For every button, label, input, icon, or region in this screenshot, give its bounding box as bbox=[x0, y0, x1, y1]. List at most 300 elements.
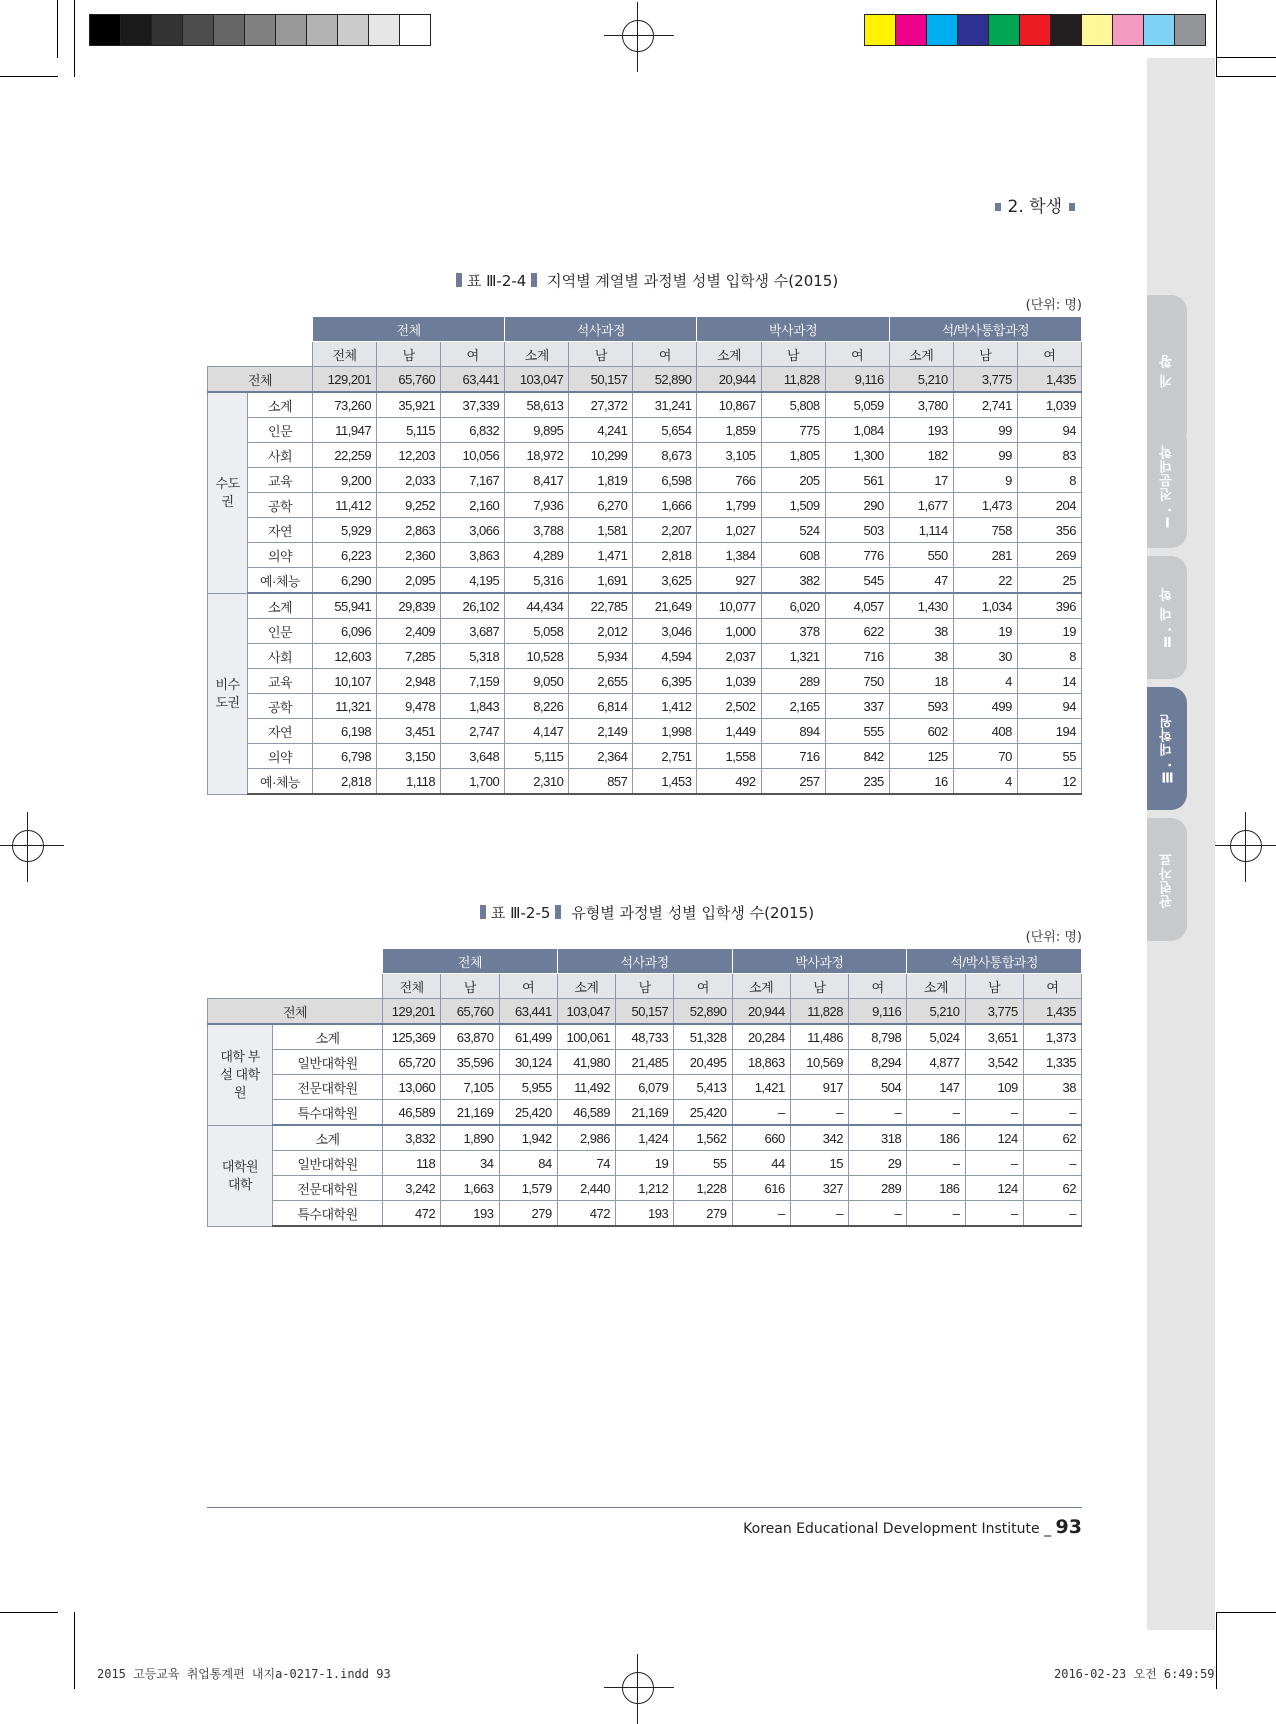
row-label: 의약 bbox=[248, 543, 313, 568]
cell: 3,775 bbox=[953, 367, 1017, 393]
tab-related-data[interactable] bbox=[1147, 818, 1187, 941]
cell: 1,691 bbox=[569, 568, 633, 594]
cell: 19 bbox=[953, 619, 1017, 644]
column-header: 여 bbox=[633, 342, 697, 367]
cell: 55 bbox=[1017, 744, 1081, 769]
cell: 3,775 bbox=[965, 999, 1023, 1025]
cell: 269 bbox=[1017, 543, 1081, 568]
cell: 5,115 bbox=[377, 418, 441, 443]
cell: 9,478 bbox=[377, 694, 441, 719]
cell: 3,651 bbox=[965, 1024, 1023, 1050]
cell: 6,290 bbox=[313, 568, 377, 594]
cell: 50,157 bbox=[569, 367, 633, 393]
cell: 63,870 bbox=[441, 1024, 499, 1050]
cell: 129,201 bbox=[313, 367, 377, 393]
cell: 608 bbox=[761, 543, 825, 568]
row-label: 예·체능 bbox=[248, 568, 313, 594]
table-row bbox=[208, 1125, 1082, 1151]
cell: 12,603 bbox=[313, 644, 377, 669]
cell: 1,859 bbox=[697, 418, 761, 443]
cell: 41,980 bbox=[557, 1050, 615, 1075]
cell: 1,000 bbox=[697, 619, 761, 644]
cell: 9,116 bbox=[849, 999, 907, 1025]
cell: 84 bbox=[499, 1151, 557, 1176]
region-label: 비수도권 bbox=[208, 593, 248, 794]
cell: 342 bbox=[790, 1125, 848, 1151]
registration-mark bbox=[618, 1668, 658, 1708]
cell: 50,157 bbox=[616, 999, 674, 1025]
cell: 52,890 bbox=[674, 999, 732, 1025]
cell: 2,409 bbox=[377, 619, 441, 644]
cell: 2,364 bbox=[569, 744, 633, 769]
table-row bbox=[208, 1100, 1082, 1126]
tab-university[interactable] bbox=[1147, 556, 1187, 679]
date-slug: 2016-02-23 오전 6:49:59 bbox=[1054, 1667, 1215, 1681]
cell: 62 bbox=[1023, 1176, 1081, 1201]
corner-cell bbox=[208, 317, 313, 342]
cell: 504 bbox=[849, 1075, 907, 1100]
column-header: 전체 bbox=[313, 342, 377, 367]
cell: 125 bbox=[889, 744, 953, 769]
crop-mark bbox=[1216, 1612, 1217, 1689]
crop-mark bbox=[74, 0, 75, 77]
cell: 1,114 bbox=[889, 518, 953, 543]
cell: 21,485 bbox=[616, 1050, 674, 1075]
tab-label: 관련자료 bbox=[1159, 851, 1175, 908]
row-label: 전문대학원 bbox=[273, 1075, 383, 1100]
row-label: 사회 bbox=[248, 644, 313, 669]
cell: 182 bbox=[889, 443, 953, 468]
cell: 289 bbox=[849, 1176, 907, 1201]
cell: 503 bbox=[825, 518, 889, 543]
cell: 1,805 bbox=[761, 443, 825, 468]
cell: 1,998 bbox=[633, 719, 697, 744]
table-caption bbox=[207, 270, 1082, 291]
row-label: 공학 bbox=[248, 493, 313, 518]
row-label: 전체 bbox=[208, 367, 313, 393]
cell: 1,700 bbox=[441, 769, 505, 795]
row-label: 특수대학원 bbox=[273, 1100, 383, 1126]
cell: 65,760 bbox=[377, 367, 441, 393]
color-swatch bbox=[400, 15, 430, 45]
header-row bbox=[208, 949, 1082, 974]
cell: 94 bbox=[1017, 418, 1081, 443]
column-header: 여 bbox=[849, 974, 907, 999]
cell: 3,780 bbox=[889, 392, 953, 418]
cell: 99 bbox=[953, 443, 1017, 468]
color-swatch bbox=[183, 15, 214, 45]
cell: 3,542 bbox=[965, 1050, 1023, 1075]
cell: 4,594 bbox=[633, 644, 697, 669]
cell: 2,751 bbox=[633, 744, 697, 769]
corner-cell bbox=[208, 974, 383, 999]
cell: 281 bbox=[953, 543, 1017, 568]
row-label: 전체 bbox=[208, 999, 383, 1025]
table-row bbox=[208, 418, 1082, 443]
color-swatch bbox=[1051, 15, 1082, 45]
cell: 99 bbox=[953, 418, 1017, 443]
cell: 602 bbox=[889, 719, 953, 744]
color-swatch bbox=[338, 15, 369, 45]
table-row bbox=[208, 468, 1082, 493]
enrollment-by-type-table bbox=[207, 948, 1082, 1227]
cell: 6,598 bbox=[633, 468, 697, 493]
cell: 124 bbox=[965, 1125, 1023, 1151]
cell: 25,420 bbox=[674, 1100, 732, 1126]
cell: 5,934 bbox=[569, 644, 633, 669]
column-header: 여 bbox=[441, 342, 505, 367]
cell: 1,473 bbox=[953, 493, 1017, 518]
column-group-header: 석사과정 bbox=[505, 317, 697, 342]
cell: 6,198 bbox=[313, 719, 377, 744]
cell: 118 bbox=[383, 1151, 441, 1176]
header-row bbox=[208, 317, 1082, 342]
cell: 2,863 bbox=[377, 518, 441, 543]
color-swatch bbox=[369, 15, 400, 45]
crop-mark bbox=[57, 0, 58, 58]
cell: 11,828 bbox=[761, 367, 825, 393]
color-swatch bbox=[245, 15, 276, 45]
cell: 8,294 bbox=[849, 1050, 907, 1075]
cell: 70 bbox=[953, 744, 1017, 769]
cell: 1,509 bbox=[761, 493, 825, 518]
cell: 38 bbox=[889, 619, 953, 644]
column-group-header: 석/박사통합과정 bbox=[889, 317, 1081, 342]
color-swatch bbox=[865, 15, 896, 45]
cell: 83 bbox=[1017, 443, 1081, 468]
cell: 8 bbox=[1017, 644, 1081, 669]
institute-name: Korean Educational Development Institute _ bbox=[743, 1521, 1056, 1537]
cell: 1,558 bbox=[697, 744, 761, 769]
tab-graduate-school[interactable] bbox=[1147, 687, 1187, 810]
cell: 408 bbox=[953, 719, 1017, 744]
cell: 1,321 bbox=[761, 644, 825, 669]
column-group-header: 전체 bbox=[383, 949, 558, 974]
row-label: 인문 bbox=[248, 418, 313, 443]
cell: 555 bbox=[825, 719, 889, 744]
cell: 94 bbox=[1017, 694, 1081, 719]
cell: – bbox=[1023, 1201, 1081, 1227]
row-label: 소계 bbox=[248, 593, 313, 619]
cell: 660 bbox=[732, 1125, 790, 1151]
cell: 3,625 bbox=[633, 568, 697, 594]
cell: 25,420 bbox=[499, 1100, 557, 1126]
cell: 1,799 bbox=[697, 493, 761, 518]
cell: 2,149 bbox=[569, 719, 633, 744]
cell: 11,321 bbox=[313, 694, 377, 719]
registration-mark bbox=[1226, 826, 1266, 866]
cell: 48,733 bbox=[616, 1024, 674, 1050]
cell: – bbox=[1023, 1100, 1081, 1126]
cell: 20,284 bbox=[732, 1024, 790, 1050]
cell: 337 bbox=[825, 694, 889, 719]
cell: 3,046 bbox=[633, 619, 697, 644]
cell: 2,818 bbox=[313, 769, 377, 795]
color-swatch bbox=[276, 15, 307, 45]
cell: 716 bbox=[761, 744, 825, 769]
column-header: 소계 bbox=[505, 342, 569, 367]
cell: 6,832 bbox=[441, 418, 505, 443]
row-label: 소계 bbox=[273, 1024, 383, 1050]
table-row bbox=[208, 1075, 1082, 1100]
row-label: 자연 bbox=[248, 719, 313, 744]
cell: 1,027 bbox=[697, 518, 761, 543]
cell: 74 bbox=[557, 1151, 615, 1176]
table-row bbox=[208, 493, 1082, 518]
column-group-header: 석/박사통합과정 bbox=[907, 949, 1082, 974]
cell: 5,058 bbox=[505, 619, 569, 644]
cell: 193 bbox=[616, 1201, 674, 1227]
column-header: 남 bbox=[616, 974, 674, 999]
color-swatch bbox=[1113, 15, 1144, 45]
cell: 65,720 bbox=[383, 1050, 441, 1075]
cell: 1,942 bbox=[499, 1125, 557, 1151]
cell: 16 bbox=[889, 769, 953, 795]
cell: 6,079 bbox=[616, 1075, 674, 1100]
cell: 1,412 bbox=[633, 694, 697, 719]
cell: 327 bbox=[790, 1176, 848, 1201]
cell: 22 bbox=[953, 568, 1017, 594]
cell: 5,210 bbox=[889, 367, 953, 393]
cell: 593 bbox=[889, 694, 953, 719]
cell: 776 bbox=[825, 543, 889, 568]
footer-rule bbox=[207, 1507, 1082, 1508]
tab-junior-college[interactable] bbox=[1147, 425, 1187, 548]
table-row bbox=[208, 392, 1082, 418]
cell: 3,105 bbox=[697, 443, 761, 468]
table-row bbox=[208, 769, 1082, 795]
cell: 2,012 bbox=[569, 619, 633, 644]
cell: 7,105 bbox=[441, 1075, 499, 1100]
cell: 2,095 bbox=[377, 568, 441, 594]
row-label: 의약 bbox=[248, 744, 313, 769]
cell: 11,492 bbox=[557, 1075, 615, 1100]
cell: 3,648 bbox=[441, 744, 505, 769]
cell: 26,102 bbox=[441, 593, 505, 619]
cell: 27,372 bbox=[569, 392, 633, 418]
row-label: 일반대학원 bbox=[273, 1050, 383, 1075]
column-header: 남 bbox=[953, 342, 1017, 367]
row-label: 사회 bbox=[248, 443, 313, 468]
cell: 3,863 bbox=[441, 543, 505, 568]
cell: 356 bbox=[1017, 518, 1081, 543]
cell: 750 bbox=[825, 669, 889, 694]
cell: 257 bbox=[761, 769, 825, 795]
cell: 9,050 bbox=[505, 669, 569, 694]
cell: 1,435 bbox=[1023, 999, 1081, 1025]
table-row bbox=[208, 719, 1082, 744]
cell: 5,210 bbox=[907, 999, 965, 1025]
cell: 2,310 bbox=[505, 769, 569, 795]
cell: 12 bbox=[1017, 769, 1081, 795]
cell: 1,039 bbox=[1017, 392, 1081, 418]
cell: 1,118 bbox=[377, 769, 441, 795]
cell: – bbox=[790, 1100, 848, 1126]
cell: 20,944 bbox=[732, 999, 790, 1025]
cell: 14 bbox=[1017, 669, 1081, 694]
cell: – bbox=[907, 1100, 965, 1126]
crop-mark bbox=[0, 1612, 58, 1613]
cell: 382 bbox=[761, 568, 825, 594]
column-header: 남 bbox=[965, 974, 1023, 999]
cell: 5,318 bbox=[441, 644, 505, 669]
table-row bbox=[208, 619, 1082, 644]
cell: 46,589 bbox=[557, 1100, 615, 1126]
cell: 4,877 bbox=[907, 1050, 965, 1075]
color-swatch bbox=[121, 15, 152, 45]
region-label: 수도권 bbox=[208, 392, 248, 593]
total-row bbox=[208, 367, 1082, 393]
unit-label: (단위: 명) bbox=[1025, 930, 1082, 945]
cell: 492 bbox=[697, 769, 761, 795]
column-header: 남 bbox=[441, 974, 499, 999]
cell: 193 bbox=[889, 418, 953, 443]
cell: 8,226 bbox=[505, 694, 569, 719]
cell: 622 bbox=[825, 619, 889, 644]
table-row bbox=[208, 1176, 1082, 1201]
cell: 20,944 bbox=[697, 367, 761, 393]
column-header: 소계 bbox=[557, 974, 615, 999]
table-caption bbox=[207, 902, 1082, 923]
cell: 3,150 bbox=[377, 744, 441, 769]
table-title: 지역별 계열별 과정별 성별 입학생 수(2015) bbox=[547, 272, 839, 290]
cell: 6,814 bbox=[569, 694, 633, 719]
cell: 11,486 bbox=[790, 1024, 848, 1050]
cell: 2,160 bbox=[441, 493, 505, 518]
column-group-header: 박사과정 bbox=[697, 317, 889, 342]
row-label: 소계 bbox=[248, 392, 313, 418]
color-swatch bbox=[896, 15, 927, 45]
table-row bbox=[208, 744, 1082, 769]
corner-cell bbox=[208, 342, 313, 367]
cell: 1,039 bbox=[697, 669, 761, 694]
cell: 3,687 bbox=[441, 619, 505, 644]
table-row bbox=[208, 443, 1082, 468]
cell: 25 bbox=[1017, 568, 1081, 594]
cell: 62 bbox=[1023, 1125, 1081, 1151]
cell: 1,579 bbox=[499, 1176, 557, 1201]
cell: 10,569 bbox=[790, 1050, 848, 1075]
cell: 6,395 bbox=[633, 669, 697, 694]
table-row bbox=[208, 644, 1082, 669]
cell: 63,441 bbox=[499, 999, 557, 1025]
cell: 9 bbox=[953, 468, 1017, 493]
cell: 4,289 bbox=[505, 543, 569, 568]
cell: 2,747 bbox=[441, 719, 505, 744]
cell: 103,047 bbox=[557, 999, 615, 1025]
cell: 47 bbox=[889, 568, 953, 594]
color-swatch bbox=[989, 15, 1020, 45]
cell: 65,760 bbox=[441, 999, 499, 1025]
cell: 34 bbox=[441, 1151, 499, 1176]
file-slug: 2015 고등교육 취업통계편 내지a-0217-1.indd 93 bbox=[97, 1667, 391, 1681]
table-row bbox=[208, 1201, 1082, 1227]
row-label: 교육 bbox=[248, 468, 313, 493]
table-title: 유형별 과정별 성별 입학생 수(2015) bbox=[571, 904, 815, 922]
cell: 38 bbox=[1023, 1075, 1081, 1100]
header-row bbox=[208, 974, 1082, 999]
cell: 5,024 bbox=[907, 1024, 965, 1050]
cell: 51,328 bbox=[674, 1024, 732, 1050]
cell: 6,223 bbox=[313, 543, 377, 568]
cell: 561 bbox=[825, 468, 889, 493]
cell: 29 bbox=[849, 1151, 907, 1176]
cell: 5,413 bbox=[674, 1075, 732, 1100]
cell: 10,056 bbox=[441, 443, 505, 468]
table-row bbox=[208, 518, 1082, 543]
cell: 2,207 bbox=[633, 518, 697, 543]
cell: 186 bbox=[907, 1176, 965, 1201]
cell: 55,941 bbox=[313, 593, 377, 619]
cell: 9,116 bbox=[825, 367, 889, 393]
total-row bbox=[208, 999, 1082, 1025]
cell: 29,839 bbox=[377, 593, 441, 619]
cell: 5,654 bbox=[633, 418, 697, 443]
cell: 124 bbox=[965, 1176, 1023, 1201]
cell: 3,832 bbox=[383, 1125, 441, 1151]
cell: 1,384 bbox=[697, 543, 761, 568]
column-header: 남 bbox=[761, 342, 825, 367]
cell: – bbox=[790, 1201, 848, 1227]
cell: 100,061 bbox=[557, 1024, 615, 1050]
table-row bbox=[208, 1050, 1082, 1075]
cell: 524 bbox=[761, 518, 825, 543]
cell: 61,499 bbox=[499, 1024, 557, 1050]
cell: 318 bbox=[849, 1125, 907, 1151]
cell: 73,260 bbox=[313, 392, 377, 418]
cell: 1,449 bbox=[697, 719, 761, 744]
cell: 545 bbox=[825, 568, 889, 594]
cell: 21,169 bbox=[441, 1100, 499, 1126]
cell: 9,895 bbox=[505, 418, 569, 443]
cell: 205 bbox=[761, 468, 825, 493]
cell: 4,057 bbox=[825, 593, 889, 619]
color-swatch bbox=[1144, 15, 1175, 45]
cell: 378 bbox=[761, 619, 825, 644]
crop-mark bbox=[74, 1612, 75, 1689]
cell: 3,451 bbox=[377, 719, 441, 744]
grayscale-color-bar bbox=[89, 14, 431, 46]
cell: 1,430 bbox=[889, 593, 953, 619]
cell: 18,972 bbox=[505, 443, 569, 468]
color-swatch bbox=[214, 15, 245, 45]
cell: 30 bbox=[953, 644, 1017, 669]
cell: 2,948 bbox=[377, 669, 441, 694]
color-swatch bbox=[90, 15, 121, 45]
column-group-header: 박사과정 bbox=[732, 949, 907, 974]
column-header: 남 bbox=[377, 342, 441, 367]
cell: – bbox=[965, 1100, 1023, 1126]
cell: 235 bbox=[825, 769, 889, 795]
column-header: 여 bbox=[825, 342, 889, 367]
cell: – bbox=[907, 1201, 965, 1227]
cell: 30,124 bbox=[499, 1050, 557, 1075]
crop-mark bbox=[1216, 76, 1276, 77]
cell: – bbox=[732, 1201, 790, 1227]
cell: 1,300 bbox=[825, 443, 889, 468]
cell: 1,424 bbox=[616, 1125, 674, 1151]
cell: 6,020 bbox=[761, 593, 825, 619]
color-swatch bbox=[152, 15, 183, 45]
section-title: 2. 학생 bbox=[1007, 197, 1062, 217]
cell: 2,165 bbox=[761, 694, 825, 719]
color-swatch bbox=[1082, 15, 1113, 45]
region-label: 대학 부설 대학원 bbox=[208, 1024, 273, 1125]
cell: 44,434 bbox=[505, 593, 569, 619]
unit-label: (단위: 명) bbox=[1025, 298, 1082, 313]
page-number: 93 bbox=[1055, 1516, 1082, 1538]
table-number: 표 Ⅲ-2-5 bbox=[490, 904, 551, 922]
